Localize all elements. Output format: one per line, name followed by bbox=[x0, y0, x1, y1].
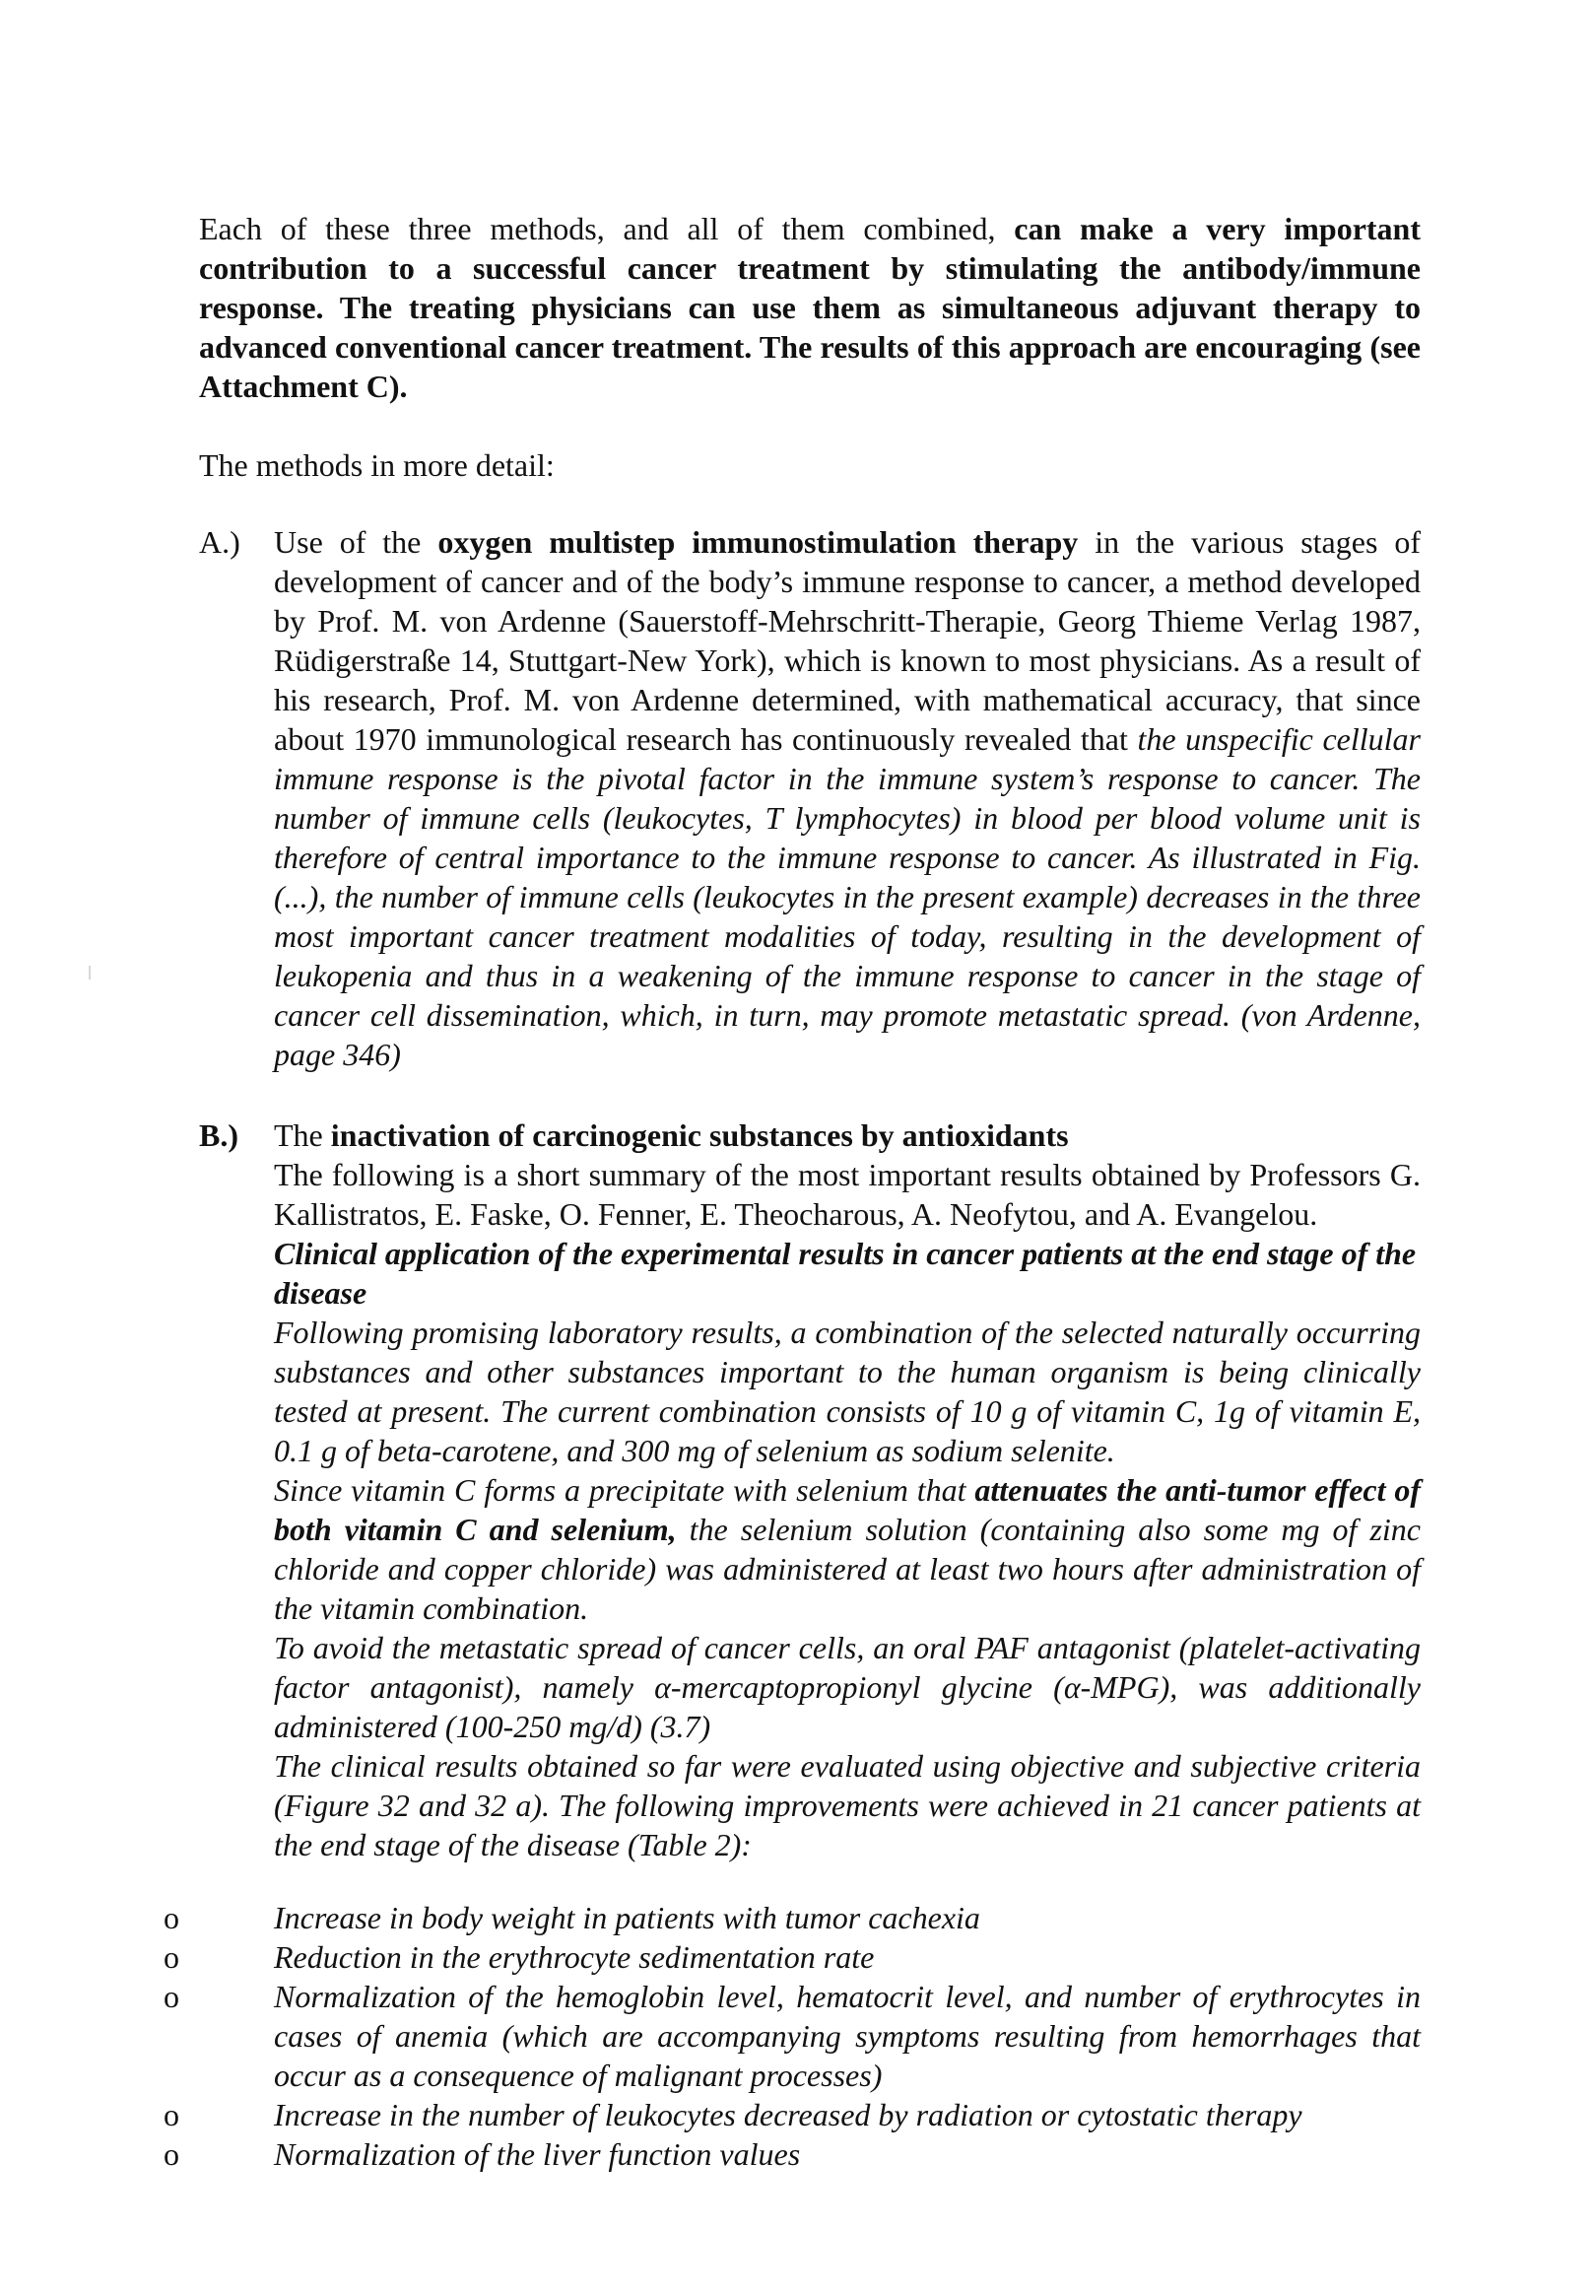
bullet-marker: o bbox=[164, 2136, 179, 2172]
section-b-paragraph-3: To avoid the metastatic spread of cancer cells, an oral PAF antagonist (platelet-activating factor antagonist), namely α-mercaptopropionyl glycine (α-MPG), was additionally administered (100-250 mg/d) (3.7) bbox=[274, 1630, 1421, 1744]
section-a-text-1: Use of the bbox=[274, 524, 438, 560]
improvements-list bbox=[164, 1898, 1421, 2174]
section-a-paragraph bbox=[274, 522, 1421, 1074]
list-item-text: Increase in body weight in patients with tumor cachexia bbox=[274, 1900, 980, 1935]
bullet-marker: o bbox=[164, 2097, 179, 2132]
list-item-text: Increase in the number of leukocytes decreased by radiation or cytostatic therapy bbox=[274, 2097, 1302, 2132]
list-item bbox=[164, 1977, 1421, 2095]
bullet-marker: o bbox=[164, 1979, 179, 2014]
intro-paragraph bbox=[199, 209, 1421, 406]
section-b bbox=[164, 1115, 1422, 2174]
section-a-text-2: in the various stages of development of cancer and of the body’s immune response to cancer, a method developed by Prof. M. von Ardenne (Sauerstoff-Mehrschritt-Therapie, Georg Thieme Verlag 1987, Rüdigerstraße 14, Stuttgart-New York), which is known to most physicians. As a result of his research, Prof. M. von Ardenne determined, with mathematical accuracy, that since about 1970 immunological research has continuously revealed that bbox=[274, 524, 1422, 757]
list-item bbox=[164, 2134, 1421, 2174]
section-b-marker: B.) bbox=[199, 1117, 238, 1153]
bullet-marker: o bbox=[164, 1900, 179, 1935]
methods-heading: The methods in more detail: bbox=[199, 447, 555, 483]
scan-mark bbox=[89, 966, 91, 979]
list-item-text: Normalization of the hemoglobin level, hematocrit level, and number of erythrocytes in cases of anemia (which are accompanying symptoms resulting from hemorrhages that occur as a consequence of malignant processes) bbox=[274, 1979, 1421, 2093]
section-b-heading bbox=[274, 1115, 1421, 1155]
list-item bbox=[164, 1937, 1421, 1977]
section-b-heading-text: The bbox=[274, 1117, 331, 1153]
section-b-summary: The following is a short summary of the most important results obtained by Professors G. Kallistratos, E. Faske, O. Fenner, E. Theocharous, A. Neofytou, and A. Evangelou. bbox=[274, 1157, 1421, 1232]
section-a bbox=[199, 522, 1421, 1074]
section-b-paragraph-1: Following promising laboratory results, a combination of the selected naturally occurring substances and other substances important to the human organism is being clinically tested at present. The current combination consists of 10 g of vitamin C, 1g of vitamin E, 0.1 g of beta-carotene, and 300 mg of selenium as sodium selenite. bbox=[274, 1315, 1421, 1468]
list-item-text: Normalization of the liver function values bbox=[274, 2136, 801, 2172]
list-item-text: Reduction in the erythrocyte sedimentation rate bbox=[274, 1939, 875, 1975]
section-b-subheading: Clinical application of the experimental results in cancer patients at the end stage of the disease bbox=[274, 1236, 1417, 1311]
document-page bbox=[164, 209, 1422, 2215]
list-item bbox=[164, 1898, 1421, 1937]
section-b-paragraph-2-text-1: Since vitamin C forms a precipitate with selenium that bbox=[274, 1472, 975, 1508]
section-a-marker: A.) bbox=[199, 524, 240, 560]
section-b-paragraph-2-bold: attenuates the anti-tumor effect of both vitamin C and selenium, bbox=[274, 1472, 1422, 1547]
bullet-marker: o bbox=[164, 1939, 179, 1975]
list-item bbox=[164, 2095, 1421, 2134]
section-b-paragraph-4: The clinical results obtained so far were evaluated using objective and subjective criteria (Figure 32 and 32 a). The following improvements were achieved in 21 cancer patients at the end stage of the disease (Table 2): bbox=[274, 1748, 1421, 1862]
intro-text: Each of these three methods, and all of them combined, bbox=[199, 211, 1015, 246]
section-b-paragraph-2-text-2: the selenium solution (containing also some mg of zinc chloride and copper chloride) was administered at least two hours after administration of the vitamin combination. bbox=[274, 1512, 1422, 1626]
section-a-bold-term: oxygen multistep immunostimulation therapy bbox=[437, 524, 1079, 560]
section-a-italic-text: the unspecific cellular immune response is the pivotal factor in the immune system’s response to cancer. The number of immune cells (leukocytes, T lymphocytes) in blood per blood volume unit is therefore of central importance to the immune response to cancer. As illustrated in Fig. (...), the number of immune cells (leukocytes in the present example) decreases in the three most important cancer treatment modalities of today, resulting in the development of leukopenia and thus in a weakening of the immune response to cancer in the stage of cancer cell dissemination, which, in turn, may promote metastatic spread. (von Ardenne, page 346) bbox=[274, 721, 1422, 1072]
section-b-heading-bold: inactivation of carcinogenic substances by antioxidants bbox=[330, 1117, 1069, 1153]
intro-bold-text: can make a very important contribution to a successful cancer treatment by stimulating the antibody/immune response. The treating physicians can use them as simultaneous adjuvant therapy to advanced conventional cancer treatment. The results of this approach are encouraging (see Attachment C). bbox=[199, 211, 1422, 404]
section-b-paragraph-2 bbox=[274, 1470, 1421, 1628]
